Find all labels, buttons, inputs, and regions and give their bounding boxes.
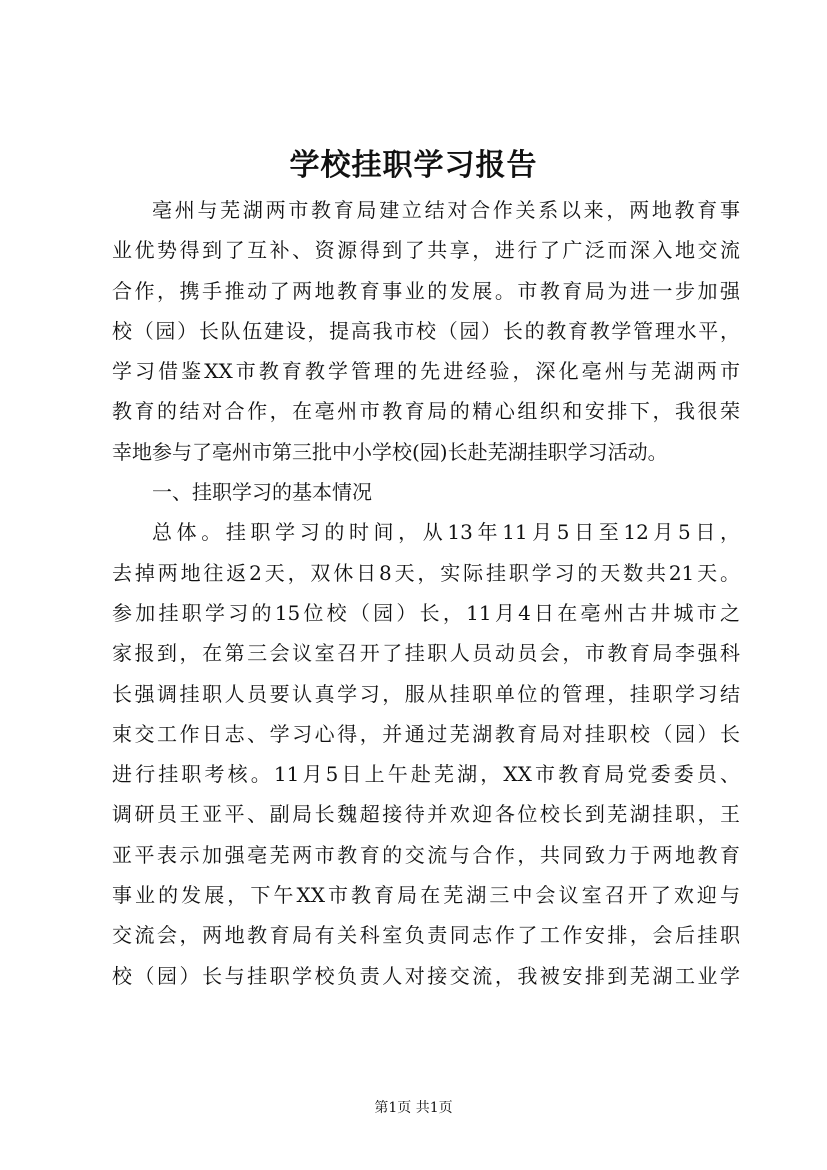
body-line: 业优势得到了互补、资源得到了共享，进行了广泛而深入地交流 [112, 238, 740, 263]
body-line: 事业的发展，下午XX市教育局在芜湖三中会议室召开了欢迎与 [112, 883, 740, 908]
body-line: 参加挂职学习的15位校（园）长，11月4日在亳州古井城市之 [112, 600, 740, 625]
body-line: 长强调挂职人员要认真学习，服从挂职单位的管理，挂职学习结 [112, 681, 740, 706]
document-title: 学校挂职学习报告 [289, 148, 538, 183]
body-line: 交流会，两地教育局有关科室负责同志作了工作安排，会后挂职 [112, 923, 740, 948]
body-line: 亳州与芜湖两市教育局建立结对合作关系以来，两地教育事 [152, 198, 740, 222]
body-line: 家报到，在第三会议室召开了挂职人员动员会，市教育局李强科 [112, 641, 740, 666]
body-line: 校（园）长队伍建设，提高我市校（园）长的教育教学管理水平， [112, 318, 740, 343]
section-heading: 一、挂职学习的基本情况 [152, 480, 372, 505]
body-line: 学习借鉴XX市教育教学管理的先进经验，深化亳州与芜湖两市 [112, 359, 740, 384]
body-line: 束交工作日志、学习心得，并通过芜湖教育局对挂职校（园）长 [112, 721, 740, 746]
document-body [112, 190, 740, 996]
page-footer: 第1页 共1页 [374, 1100, 453, 1116]
body-line: 幸地参与了亳州市第三批中小学校(园)长赴芜湖挂职学习活动。 [112, 439, 668, 464]
body-line: 去掉两地往返2天，双休日8天，实际挂职学习的天数共21天。 [112, 560, 740, 585]
body-line: 校（园）长与挂职学校负责人对接交流，我被安排到芜湖工业学 [112, 963, 740, 988]
body-line: 亚平表示加强亳芜两市教育的交流与合作，共同致力于两地教育 [112, 842, 740, 867]
body-line: 合作，携手推动了两地教育事业的发展。市教育局为进一步加强 [112, 278, 740, 303]
body-line: 调研员王亚平、副局长魏超接待并欢迎各位校长到芜湖挂职，王 [112, 802, 740, 827]
body-line: 进行挂职考核。11月5日上午赴芜湖，XX市教育局党委委员、 [112, 762, 740, 787]
body-line: 总体。挂职学习的时间，从13年11月5日至12月5日， [152, 520, 740, 545]
body-line: 教育的结对合作，在亳州市教育局的精心组织和安排下，我很荣 [112, 399, 740, 424]
